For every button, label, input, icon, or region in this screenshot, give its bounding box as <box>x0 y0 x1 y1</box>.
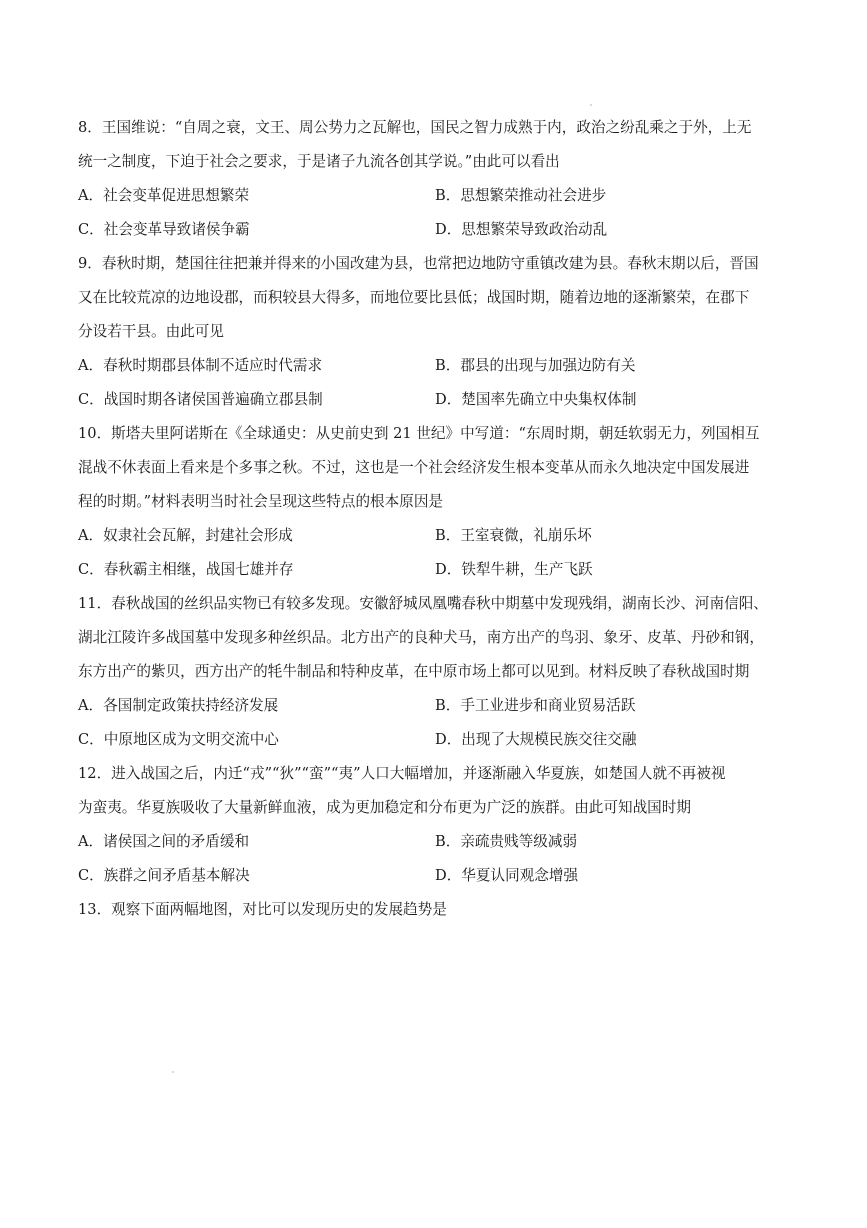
question-11 <box>78 587 796 689</box>
option-d: D．出现了大规模民族交往交融 <box>435 731 637 748</box>
option-a: A．诸侯国之间的矛盾缓和 <box>78 833 250 850</box>
option-b: B．亲疏贵贱等级减弱 <box>435 833 578 850</box>
question-text-line: 统一之制度，下迫于社会之要求，于是诸子九流各创其学说。”由此可以看出 <box>78 153 560 170</box>
question-text-line: 分设若干县。由此可见 <box>78 323 224 340</box>
option-c: C．族群之间矛盾基本解决 <box>78 867 250 884</box>
option-d: D．华夏认同观念增强 <box>435 867 579 884</box>
option-c: C．社会变革导致诸侯争霸 <box>78 221 250 238</box>
option-b: B．思想繁荣推动社会进步 <box>435 187 607 204</box>
option-b: B．王室衰微，礼崩乐坏 <box>435 527 592 544</box>
question-text-line: 8．王国维说：“自周之衰，文王、周公势力之瓦解也，国民之智力成熟于内，政治之纷乱乘之于外，上无 <box>78 119 752 136</box>
option-a: A．社会变革促进思想繁荣 <box>78 187 250 204</box>
question-text-line: 混战不休表面上看来是个多事之秋。不过，这也是一个社会经济发生根本变革从而永久地决定中国发展进 <box>78 459 750 476</box>
question-12-options <box>78 825 796 893</box>
option-d: D．思想繁荣导致政治动乱 <box>435 221 608 238</box>
option-b: B．手工业进步和商业贸易活跃 <box>435 697 636 714</box>
scan-speck <box>590 104 592 106</box>
question-9-options <box>78 349 796 417</box>
option-a: A．奴隶社会瓦解，封建社会形成 <box>78 527 293 544</box>
question-text-line: 13．观察下面两幅地图，对比可以发现历史的发展趋势是 <box>78 901 447 918</box>
question-10 <box>78 417 796 519</box>
question-text-line: 程的时期。”材料表明当时社会呈现这些特点的根本原因是 <box>78 493 444 510</box>
option-c: C．中原地区成为文明交流中心 <box>78 731 279 748</box>
option-c: C．春秋霸主相继，战国七雄并存 <box>78 561 294 578</box>
question-text-line: 12．进入战国之后，内迁“戎”“狄”“蛮”“夷”人口大幅增加，并逐渐融入华夏族，如楚国人就不再被视 <box>78 765 726 782</box>
question-9 <box>78 247 796 349</box>
question-8-options <box>78 179 796 247</box>
question-text-line: 9．春秋时期，楚国往往把兼并得来的小国改建为县，也常把边地防守重镇改建为县。春秋末期以后，晋国 <box>78 255 759 272</box>
question-12 <box>78 757 796 825</box>
question-text-line: 为蛮夷。华夏族吸收了大量新鲜血液，成为更加稳定和分布更为广泛的族群。由此可知战国时期 <box>78 799 691 816</box>
option-d: D．楚国率先确立中央集权体制 <box>435 391 637 408</box>
question-text-line: 又在比较荒凉的边地设郡，而积较县大得多，而地位要比县低；战国时期，随着边地的逐渐繁荣，在郡下 <box>78 289 750 306</box>
question-11-options <box>78 689 796 757</box>
question-10-options <box>78 519 796 587</box>
question-text-line: 东方出产的紫贝，西方出产的牦牛制品和特种皮革，在中原市场上都可以见到。材料反映了春秋战国时期 <box>78 663 750 680</box>
question-text-line: 10．斯塔夫里阿诺斯在《全球通史：从史前史到 21 世纪》中写道：“东周时期，朝廷软弱无力，列国相互 <box>78 425 760 442</box>
question-8 <box>78 111 796 179</box>
scan-speck <box>172 1071 174 1073</box>
option-d: D．铁犁牛耕，生产飞跃 <box>435 561 593 578</box>
question-text-line: 湖北江陵许多战国墓中发现多种丝织品。北方出产的良种犬马，南方出产的鸟羽、象牙、皮革、丹砂和钢， <box>78 629 764 646</box>
question-text-line: 11．春秋战国的丝织品实物已有较多发现。安徽舒城凤凰嘴春秋中期墓中发现残绢，湖南长沙、河南信阳、 <box>78 595 768 612</box>
option-b: B．郡县的出现与加强边防有关 <box>435 357 636 374</box>
question-13 <box>78 893 796 927</box>
option-c: C．战国时期各诸侯国普遍确立郡县制 <box>78 391 323 408</box>
option-a: A．春秋时期郡县体制不适应时代需求 <box>78 357 323 374</box>
option-a: A．各国制定政策扶持经济发展 <box>78 697 279 714</box>
